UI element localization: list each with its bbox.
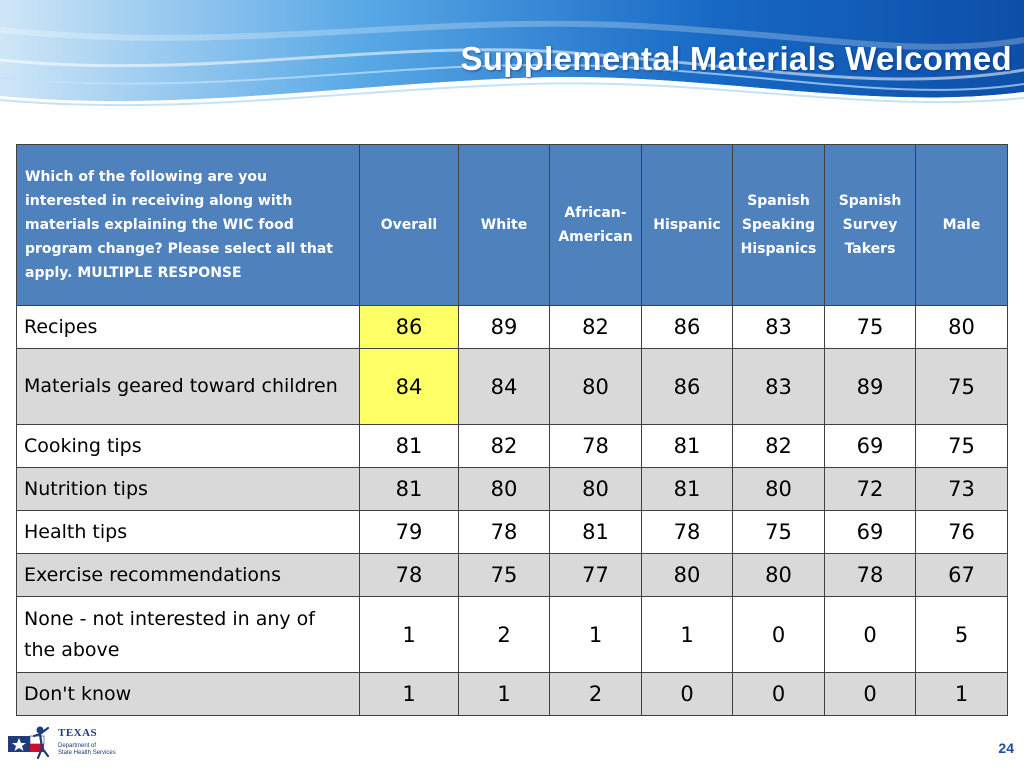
column-header-spanish-speaking-hispanics: Spanish Speaking Hispanics (733, 145, 825, 306)
table-row (17, 554, 1008, 597)
table-cell: 81 (550, 511, 642, 554)
table-cell: 82 (459, 425, 550, 468)
column-header-hispanic: Hispanic (642, 145, 733, 306)
logo-star-figure-icon (8, 722, 56, 762)
table-row (17, 306, 1008, 349)
table-cell: 69 (825, 425, 916, 468)
table-cell: 78 (459, 511, 550, 554)
table-row (17, 468, 1008, 511)
table-cell: 76 (916, 511, 1008, 554)
column-header-spanish-survey-takers: Spanish Survey Takers (825, 145, 916, 306)
logo-department: Department of (58, 743, 97, 749)
table-cell: 82 (733, 425, 825, 468)
table-cell: 67 (916, 554, 1008, 597)
table-cell: 1 (550, 597, 642, 673)
table-cell: 81 (360, 468, 459, 511)
table-cell: 72 (825, 468, 916, 511)
logo-name: TEXAS (58, 727, 98, 739)
table-cell: 81 (642, 425, 733, 468)
table-cell: 83 (733, 349, 825, 425)
table-cell: 0 (825, 597, 916, 673)
table-cell: 69 (825, 511, 916, 554)
table-cell: 81 (360, 425, 459, 468)
row-label: None - not interested in any of the above (17, 597, 360, 673)
table-row (17, 511, 1008, 554)
table-cell: 0 (642, 673, 733, 716)
table-cell: 75 (459, 554, 550, 597)
row-label: Recipes (17, 306, 360, 349)
table-cell: 75 (916, 425, 1008, 468)
table-cell: 89 (825, 349, 916, 425)
table-cell: 84 (360, 349, 459, 425)
table-cell: 0 (733, 597, 825, 673)
table-cell: 0 (733, 673, 825, 716)
table-cell: 78 (550, 425, 642, 468)
column-header-african-american: African-American (550, 145, 642, 306)
table-cell: 1 (360, 673, 459, 716)
table-cell: 75 (916, 349, 1008, 425)
table-cell: 80 (733, 468, 825, 511)
column-header-male: Male (916, 145, 1008, 306)
row-label: Exercise recommendations (17, 554, 360, 597)
texas-dshs-logo (8, 722, 128, 762)
table-body (17, 306, 1008, 716)
table-cell: 81 (642, 468, 733, 511)
table-cell: 80 (459, 468, 550, 511)
table-row (17, 425, 1008, 468)
table-cell: 75 (825, 306, 916, 349)
table-cell: 5 (916, 597, 1008, 673)
table-cell: 83 (733, 306, 825, 349)
table-cell: 2 (550, 673, 642, 716)
table-cell: 80 (733, 554, 825, 597)
table-cell: 79 (360, 511, 459, 554)
row-label: Health tips (17, 511, 360, 554)
table-cell: 1 (459, 673, 550, 716)
logo-agency: State Health Services (58, 750, 116, 756)
table-cell: 80 (642, 554, 733, 597)
table-cell: 1 (360, 597, 459, 673)
row-label: Nutrition tips (17, 468, 360, 511)
question-header: Which of the following are you interested in receiving along with materials explaining the WIC food program change? Please select all that apply. MULTIPLE RESPONSE (17, 145, 360, 306)
results-table (16, 144, 1008, 716)
table-cell: 1 (916, 673, 1008, 716)
slide-title: Supplemental Materials Welcomed (460, 40, 1012, 77)
table-cell: 78 (642, 511, 733, 554)
table-cell: 82 (550, 306, 642, 349)
table-cell: 86 (642, 349, 733, 425)
page-number: 24 (998, 740, 1014, 756)
table-cell: 2 (459, 597, 550, 673)
table-cell: 0 (825, 673, 916, 716)
row-label: Materials geared toward children (17, 349, 360, 425)
table-cell: 80 (550, 349, 642, 425)
table-cell: 73 (916, 468, 1008, 511)
row-label: Cooking tips (17, 425, 360, 468)
table-cell: 78 (360, 554, 459, 597)
table-cell: 80 (550, 468, 642, 511)
table-header-row (17, 145, 1008, 306)
table-cell: 1 (642, 597, 733, 673)
column-header-white: White (459, 145, 550, 306)
row-label: Don't know (17, 673, 360, 716)
table-cell: 86 (642, 306, 733, 349)
table-cell: 78 (825, 554, 916, 597)
table-row (17, 673, 1008, 716)
table-cell: 84 (459, 349, 550, 425)
table-cell: 86 (360, 306, 459, 349)
column-header-overall: Overall (360, 145, 459, 306)
table-cell: 77 (550, 554, 642, 597)
table-cell: 75 (733, 511, 825, 554)
table-row (17, 597, 1008, 673)
table-cell: 80 (916, 306, 1008, 349)
table-row (17, 349, 1008, 425)
table-cell: 89 (459, 306, 550, 349)
